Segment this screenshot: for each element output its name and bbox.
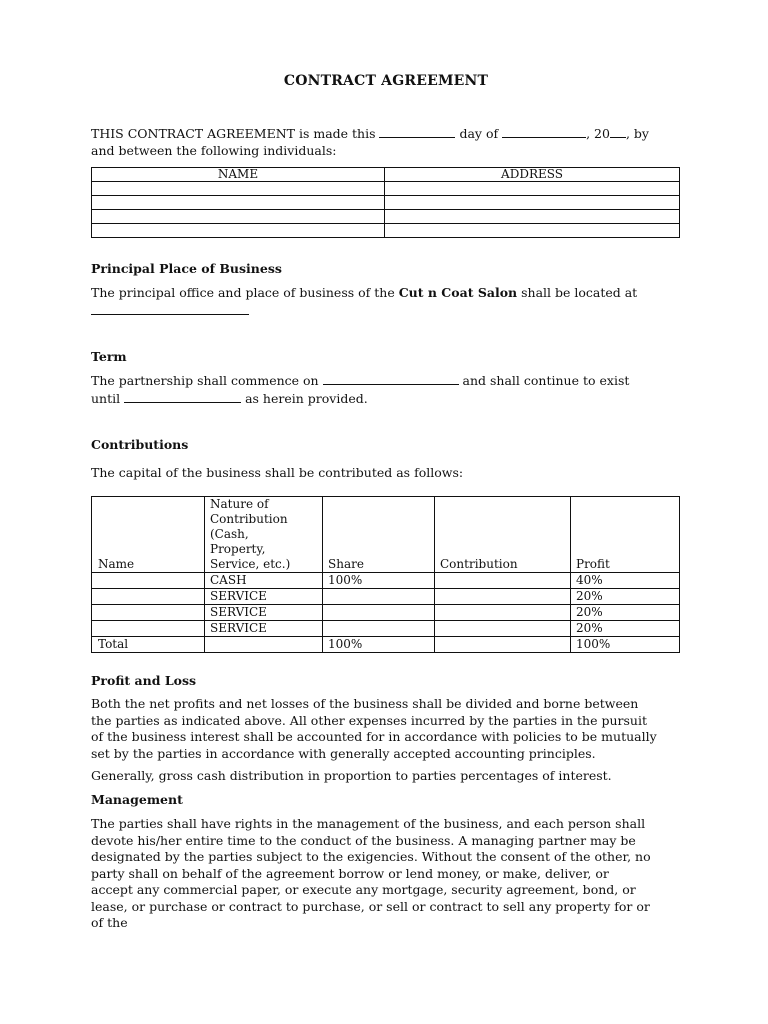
nature-header-line: Contribution [210,512,288,526]
commence-date-blank [323,372,459,385]
term-line1-after: and shall continue to exist [458,373,630,388]
name-column-header: NAME [92,168,385,182]
profit-cell: 20% [571,621,680,637]
name-cell [92,621,205,637]
nature-header-line: Property, [210,542,266,556]
text-line: of the business interest shall be accounted for in accordance with policies to be mutually [91,729,657,744]
end-date-blank [124,390,241,403]
share-cell: 100% [323,637,435,653]
contribution-cell [435,573,571,589]
nature-cell: SERVICE [205,589,323,605]
profit-loss-paragraph-2: Generally, gross cash distribution in proportion to parties percentages of interest. [91,768,612,783]
share-cell [323,589,435,605]
share-cell [323,605,435,621]
term-heading: Term [91,349,127,364]
intro-line-1 [91,125,681,143]
parties-header-row [92,168,680,182]
contributions-heading: Contributions [91,437,189,452]
share-cell [323,621,435,637]
location-blank [91,302,249,315]
text-line: Both the net profits and net losses of the business shall be divided and borne between [91,696,639,711]
day-blank [379,125,455,138]
location-blank-line [91,302,681,320]
address-cell [385,196,680,210]
text-line: the parties as indicated above. All other expenses incurred by the parties in the pursuit [91,712,647,728]
nature-cell: CASH [205,573,323,589]
table-row [92,224,680,238]
nature-cell: SERVICE [205,621,323,637]
table-row [92,196,680,210]
table-row [92,589,680,605]
name-cell [92,605,205,621]
table-row [92,210,680,224]
profit-loss-paragraph [91,696,681,762]
text-line: accept any commercial paper, or execute any mortgage, security agreement, bond, or [91,882,636,897]
principal-text-after: shall be located at [517,285,638,300]
term-line-1 [91,372,681,390]
contribution-header: Contribution [435,497,571,573]
nature-cell [205,637,323,653]
name-cell [92,210,385,224]
table-row [92,637,680,653]
address-cell [385,182,680,196]
text-line: lease, or purchase or contract to purchase, or sell or contract to sell any property for or [91,898,650,914]
name-cell [92,573,205,589]
name-cell [92,182,385,196]
text-line: party shall on behalf of the agreement borrow or lend money, or make, deliver, or [91,865,609,881]
table-row [92,182,680,196]
business-name: Cut n Coat Salon [398,285,518,300]
intro-text-3: , 20 [586,126,610,141]
contribution-cell [435,621,571,637]
term-line2-after: as herein provided. [241,390,368,406]
term-line-2 [91,390,681,408]
name-header: Name [92,497,205,573]
contribution-cell [435,637,571,653]
profit-cell: 40% [571,573,680,589]
share-header: Share [323,497,435,573]
nature-header-line: Nature of [210,497,269,511]
profit-cell: 20% [571,589,680,605]
text-line: designated by the parties subject to the exigencies. Without the consent of the other, no [91,849,651,864]
term-line2-before: until [91,390,125,406]
table-row [92,573,680,589]
profit-loss-heading: Profit and Loss [91,673,197,688]
text-line: devote his/her entire time to the conduct of the business. A managing partner may be [91,832,636,848]
name-cell [92,196,385,210]
intro-text-1: THIS CONTRACT AGREEMENT is made this [91,126,380,141]
address-cell [385,210,680,224]
contributions-table [91,496,680,653]
management-heading: Management [91,792,183,807]
month-blank [502,125,586,138]
table-row [92,605,680,621]
principal-place-paragraph [91,285,681,319]
year-blank [610,125,626,138]
profit-cell: 20% [571,605,680,621]
nature-header-line: Service, etc.) [210,557,291,571]
intro-paragraph [91,125,681,159]
text-line: The parties shall have rights in the management of the business, and each person shall [91,816,646,831]
intro-line-2: and between the following individuals: [91,142,337,158]
nature-cell: SERVICE [205,605,323,621]
name-cell [92,589,205,605]
term-line1-before: The partnership shall commence on [91,373,323,388]
principal-place-line [91,285,681,302]
contribution-cell [435,589,571,605]
intro-text-4: , by [625,126,649,141]
address-column-header: ADDRESS [385,168,680,182]
share-cell: 100% [323,573,435,589]
total-label-cell: Total [92,637,205,653]
contributions-text: The capital of the business shall be contributed as follows: [91,465,464,480]
term-paragraph [91,372,681,407]
table-row [92,621,680,637]
document-title: CONTRACT AGREEMENT [283,73,489,89]
nature-header [205,497,323,573]
parties-table [91,167,680,238]
contribution-cell [435,605,571,621]
name-cell [92,224,385,238]
principal-place-heading: Principal Place of Business [91,261,282,276]
profit-cell: 100% [571,637,680,653]
text-line: of the [91,915,128,930]
principal-text-before: The principal office and place of business of the [91,285,399,300]
address-cell [385,224,680,238]
contributions-header-row [92,497,680,573]
management-paragraph [91,816,681,932]
profit-header: Profit [571,497,680,573]
intro-text-2: day of [455,126,503,141]
nature-header-line: (Cash, [210,527,249,541]
text-line: set by the parties in accordance with generally accepted accounting principles. [91,745,596,761]
